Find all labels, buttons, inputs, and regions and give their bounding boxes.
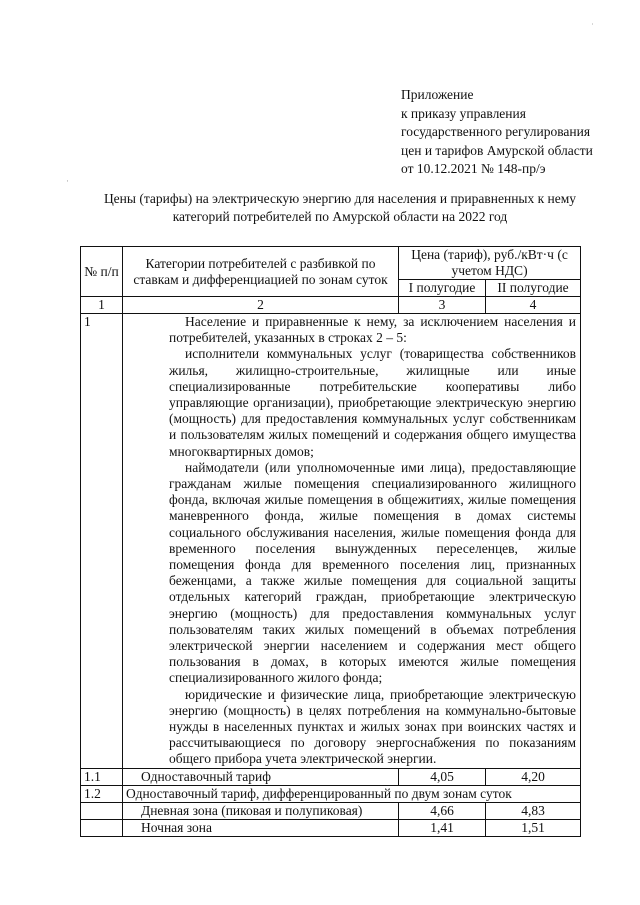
annex-line-5: от 10.12.2021 № 148-пр/э bbox=[401, 161, 546, 176]
colnum-3: 3 bbox=[399, 297, 486, 314]
annex-line-1: Приложение bbox=[401, 87, 474, 102]
row1-paragraph-4: юридические и физические лица, приобретающие электрическую энергию (мощность) в целях потребления на коммунально-бытовые нужды в населенных пунктах и жилых зонах при воинских частях и рассчитывающиеся по договору энергоснабжения по показаниям общего прибора учета электрической энергии. bbox=[169, 686, 577, 767]
title-line-1: Цены (тарифы) на электрическую энергию для населения и приравненных к нему bbox=[103, 191, 577, 206]
row1-num: 1 bbox=[81, 314, 123, 769]
row1-paragraph-3: наймодатели (или уполномоченные ими лица), предоставляющие гражданам жилые помещения специализированного жилищного фонда, включая жилые помещения в общежитиях, жилые помещения маневренного фонда, жилые помещения в домах системы социального обслуживания населения, жилые помещения фонда для временного поселения вынужденных переселенцев, жилые помещения фонда для временного поселения лиц, признанных беженцами, а также жилые помещения для социальной защиты отдельных категорий граждан, приобретающие электрическую энергию (мощность) для предоставления коммунальных услуг пользователям таких жилых помещений в объемах потребления электрической энергии населением и содержания мест общего пользования в домах, в которых имеются жилые помещения специализированного жилого фонда; bbox=[169, 459, 577, 686]
table-row-1-2 bbox=[81, 785, 581, 802]
header-half2: II полугодие bbox=[486, 280, 581, 297]
table-header-row bbox=[81, 247, 581, 280]
row11-label: Одноставочный тариф bbox=[123, 768, 399, 785]
night-half2: 1,51 bbox=[486, 819, 581, 836]
colnum-1: 1 bbox=[81, 297, 123, 314]
table-row-1 bbox=[81, 314, 581, 769]
row1-paragraph-2: исполнители коммунальных услуг (товарищества собственников жилья, жилищно-строительные, жилищные или иные специализированные потребительские кооперативы либо управляющие организации), приобретающие электрическую энергию (мощность) для предоставления коммунальных услуг собственникам и пользователям жилых помещений и содержания общего имущества многоквартирных домов; bbox=[169, 346, 577, 459]
night-half1: 1,41 bbox=[399, 819, 486, 836]
colnum-2: 2 bbox=[123, 297, 399, 314]
row1-description bbox=[123, 314, 581, 769]
table-row-1-1 bbox=[81, 768, 581, 785]
column-number-row bbox=[81, 297, 581, 314]
annex-line-4: цен и тарифов Амурской области bbox=[401, 142, 593, 158]
day-half1: 4,66 bbox=[399, 802, 486, 819]
header-category: Категории потребителей с разбивкой по ставкам и дифференциацией по зонам суток bbox=[123, 247, 399, 297]
scan-dot: · bbox=[66, 176, 69, 186]
colnum-4: 4 bbox=[486, 297, 581, 314]
row1-paragraph-1: Население и приравненные к нему, за исключением населения и потребителей, указанных в строках 2 – 5: bbox=[169, 314, 577, 346]
tariff-table bbox=[80, 246, 581, 837]
day-label: Дневная зона (пиковая и полупиковая) bbox=[123, 802, 399, 819]
night-label: Ночная зона bbox=[123, 819, 399, 836]
annex-block bbox=[401, 86, 593, 179]
title-line-2: категорий потребителей по Амурской области на 2022 год bbox=[172, 209, 508, 224]
scan-mark: ˙ bbox=[591, 22, 594, 32]
table-row-day-zone bbox=[81, 802, 581, 819]
header-half1: I полугодие bbox=[399, 280, 486, 297]
document-title bbox=[80, 190, 600, 226]
annex-line-2: к приказу управления bbox=[401, 105, 526, 121]
row11-half1: 4,05 bbox=[399, 768, 486, 785]
row12-num: 1.2 bbox=[81, 785, 123, 802]
row12-label: Одноставочный тариф, дифференцированный по двум зонам суток bbox=[123, 785, 581, 802]
header-num: № п/п bbox=[81, 247, 123, 297]
day-num bbox=[81, 802, 123, 819]
row11-half2: 4,20 bbox=[486, 768, 581, 785]
annex-line-3: государственного регулирования bbox=[401, 124, 591, 139]
day-half2: 4,83 bbox=[486, 802, 581, 819]
table-row-night-zone bbox=[81, 819, 581, 836]
header-price: Цена (тариф), руб./кВт·ч (с учетом НДС) bbox=[399, 247, 581, 280]
row11-num: 1.1 bbox=[81, 768, 123, 785]
night-num bbox=[81, 819, 123, 836]
